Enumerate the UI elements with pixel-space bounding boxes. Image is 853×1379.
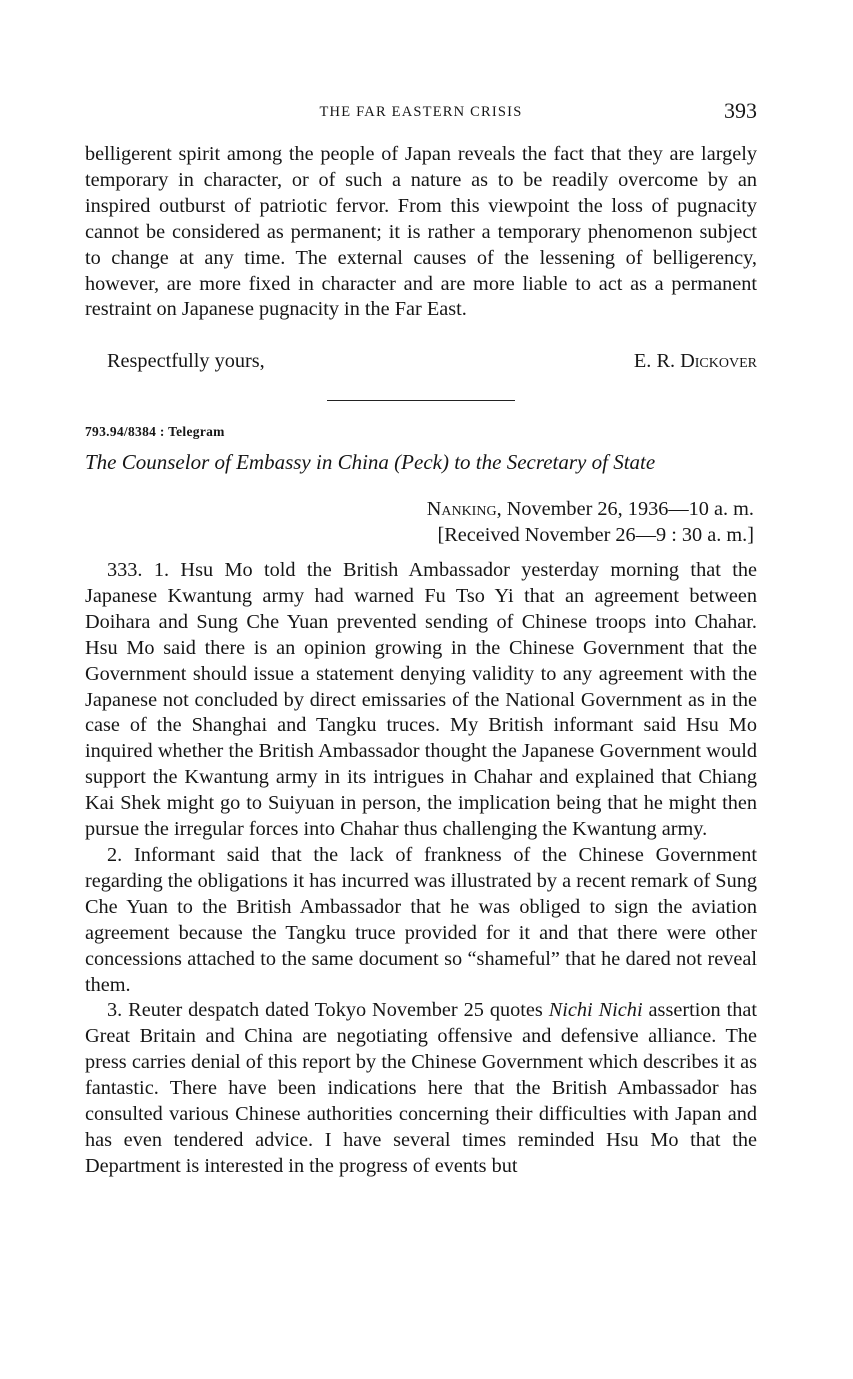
- paragraph-2: 2. Informant said that the lack of frankness of the Chinese Government regarding the obligations it has incurred was illustrated by a recent remark of Sung Che Yuan to the British Ambassador that he was obliged to sign the aviation agreement because the Tangku truce provided for it and that there were other concessions attached to the same document so “shameful” that he dared not reveal them.: [85, 843, 757, 996]
- page-header: [85, 98, 757, 128]
- section-divider: [327, 400, 515, 401]
- file-reference: 793.94/8384 : Telegram: [85, 424, 225, 439]
- previous-letter-text: belligerent spirit among the people of Japan reveals the fact that they are largely temporary in character, or of such a nature as to be readily overcome by an inspired outburst of patriotic fervor. From this viewpoint the loss of pugnacity cannot be considered as permanent; it is rather a temporary phenomenon subject to change at any time. The external causes of the lessening of belligerency, however, are more fixed in character and are more liable to act as a permanent restraint on Japanese pugnacity in the Far East.: [85, 143, 757, 321]
- page-number: 393: [724, 98, 757, 123]
- document-title: The Counselor of Embassy in China (Peck) to the Secretary of State: [85, 450, 656, 474]
- paragraph-3-rest: assertion that Great Britain and China are negotiating offensive and defensive alliance. The press carries denial of this report by the Chinese Government which describes it as fantastic. There have been indications here that the British Ambassador has consulted various Chinese authorities concerning their difficulties with Japan and has even tendered advice. I have several times reminded Hsu Mo that the Department is interested in the progress of events but: [85, 999, 757, 1177]
- telegram-body: [85, 558, 757, 1180]
- paragraph-1: 333. 1. Hsu Mo told the British Ambassador yesterday morning that the Japanese Kwantung army had warned Fu Tso Yi that an agreement between Doihara and Sung Che Yuan prevented sending of Chinese troops into Chahar. Hsu Mo said there is an opinion growing in the Chinese Government that the Government should issue a statement denying validity to any agreement with the Japanese not concluded by direct emissaries of the National Government as in the case of the Shanghai and Tangku truces. My British informant said Hsu Mo inquired whether the British Ambassador thought the Japanese Government would support the Kwantung army in its intrigues in Chahar and explained that Chiang Kai Shek might go to Suiyuan in person, the implication being that he might then pursue the irregular forces into Chahar thus challenging the Kwantung army.: [85, 559, 757, 841]
- publication-name: Nichi Nichi: [548, 999, 643, 1022]
- signer-name: E. R. Dickover: [633, 350, 757, 372]
- dateline-date: , November 26, 1936—10 a. m.: [496, 498, 754, 520]
- dateline: [427, 497, 754, 523]
- received-line: [Received November 26—9 : 30 a. m.]: [437, 524, 754, 546]
- running-head: THE FAR EASTERN CRISIS: [319, 104, 523, 120]
- document-page: [85, 0, 757, 1379]
- previous-letter-paragraph: [85, 142, 757, 323]
- closing-salutation: Respectfully yours,: [107, 350, 265, 372]
- dateline-place: Nanking: [426, 498, 497, 520]
- paragraph-3-start: 3. Reuter despatch dated Tokyo November 25 quotes: [107, 999, 549, 1022]
- paragraph-3: [85, 998, 757, 1179]
